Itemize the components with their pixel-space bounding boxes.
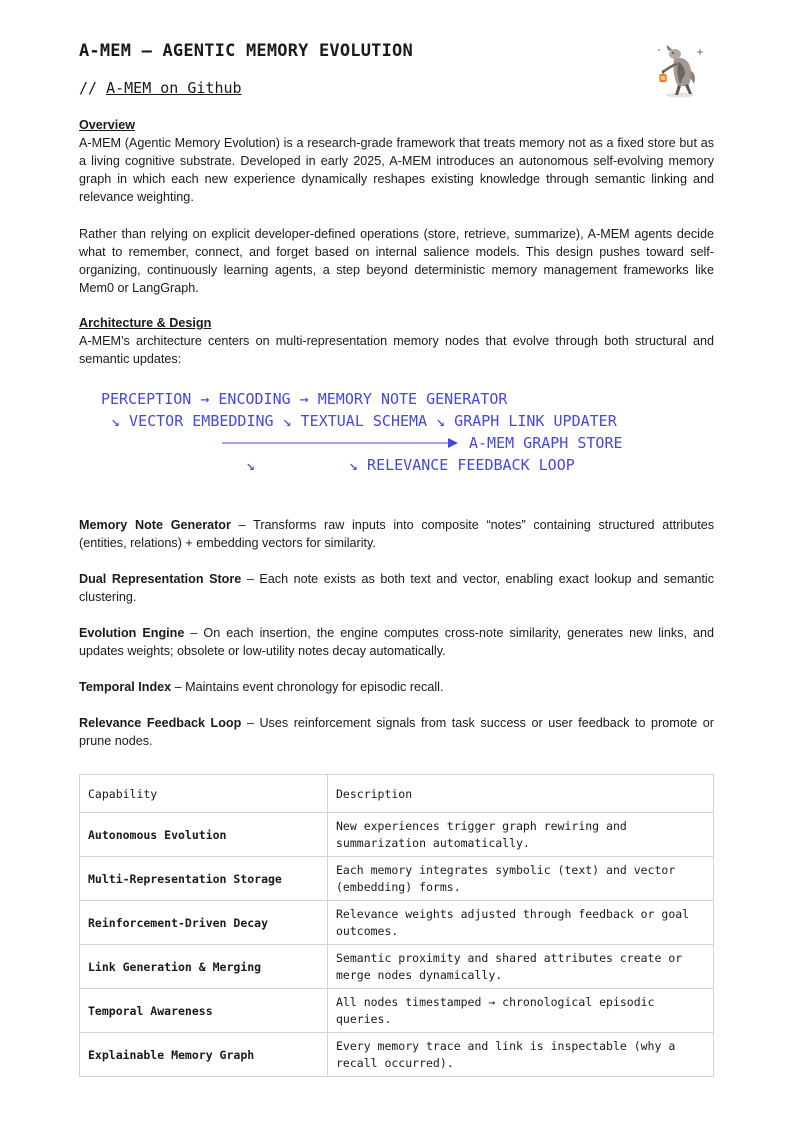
component-memory-note-generator — [79, 516, 714, 552]
component-dual-representation-store — [79, 570, 714, 606]
table-row — [80, 989, 714, 1033]
architecture-heading: Architecture & Design — [79, 316, 212, 330]
component-text: – Transforms raw inputs into composite “notes” containing structured attributes (entities, relations) + embedding vectors for similarity. — [79, 518, 714, 550]
architecture-paragraph: A-MEM’s architecture centers on multi-representation memory nodes that evolve through both structural and semantic updates: — [79, 334, 714, 366]
capabilities-table — [79, 774, 714, 1077]
capability-cell: Temporal Awareness — [80, 989, 328, 1033]
diagram-graph-store: A-MEM GRAPH STORE — [469, 434, 623, 452]
capability-cell: Reinforcement-Driven Decay — [80, 901, 328, 945]
description-cell: All nodes timestamped → chronological episodic queries. — [328, 989, 714, 1033]
component-evolution-engine — [79, 624, 714, 660]
description-cell: New experiences trigger graph rewiring and summarization automatically. — [328, 813, 714, 857]
diagram-line-4: ↘ RELEVANCE FEEDBACK LOOP — [349, 456, 575, 474]
table-row — [80, 1033, 714, 1077]
page-title: A-MEM — AGENTIC MEMORY EVOLUTION — [79, 41, 413, 61]
architecture-section — [79, 314, 714, 368]
description-cell: Relevance weights adjusted through feedback or goal outcomes. — [328, 901, 714, 945]
table-header-row — [80, 775, 714, 813]
header-description: Description — [328, 775, 714, 813]
component-temporal-index — [79, 678, 714, 696]
capability-cell: Link Generation & Merging — [80, 945, 328, 989]
capability-cell: Multi-Representation Storage — [80, 857, 328, 901]
component-text: – Uses reinforcement signals from task success or user feedback to promote or prune nodes. — [79, 716, 714, 748]
component-name: Memory Note Generator — [79, 518, 231, 532]
diagram-long-arrow — [222, 436, 462, 450]
description-cell: Every memory trace and link is inspectable (why a recall occurred). — [328, 1033, 714, 1077]
component-name: Temporal Index — [79, 680, 172, 694]
table-row — [80, 945, 714, 989]
header-capability: Capability — [80, 775, 328, 813]
subtitle-prefix: // — [79, 79, 98, 97]
component-text: – On each insertion, the engine computes cross-note similarity, generates new links, and updates weights; obsolete or low-utility notes decay automatically. — [79, 626, 714, 658]
diagram-line-1: PERCEPTION → ENCODING → MEMORY NOTE GENERATOR — [101, 390, 508, 408]
table-row — [80, 857, 714, 901]
overview-paragraph-2: Rather than relying on explicit developer-defined operations (store, retrieve, summarize), A-MEM agents decide what to remember, connect, and forget based on internal salience models. This design pushes toward self-organizing, continuously learning agents, a step beyond deterministic memory management frameworks like Mem0 or LangGraph. — [79, 227, 714, 295]
diagram-line-2: ↘ VECTOR EMBEDDING ↘ TEXTUAL SCHEMA ↘ GRAPH LINK UPDATER — [111, 412, 617, 430]
description-cell: Semantic proximity and shared attributes create or merge nodes dynamically. — [328, 945, 714, 989]
component-text: – Each note exists as both text and vector, enabling exact lookup and semantic clustering. — [79, 572, 714, 604]
overview-heading: Overview — [79, 118, 136, 132]
description-cell: Each memory integrates symbolic (text) and vector (embedding) forms. — [328, 857, 714, 901]
capability-cell: Autonomous Evolution — [80, 813, 328, 857]
component-name: Relevance Feedback Loop — [79, 716, 242, 730]
capability-cell: Explainable Memory Graph — [80, 1033, 328, 1077]
table-row — [80, 901, 714, 945]
component-name: Dual Representation Store — [79, 572, 242, 586]
component-relevance-feedback-loop — [79, 714, 714, 750]
hiker-lantern-icon — [650, 40, 706, 100]
subtitle — [79, 79, 242, 97]
overview-section — [79, 116, 714, 206]
component-name: Evolution Engine — [79, 626, 185, 640]
github-link[interactable]: A-MEM on Github — [106, 79, 242, 97]
diagram-arrow-start: ↘ — [246, 456, 256, 474]
table-row — [80, 813, 714, 857]
component-text: – Maintains event chronology for episodic recall. — [171, 680, 444, 694]
overview-paragraph-1: A-MEM (Agentic Memory Evolution) is a research-grade framework that treats memory not as a fixed store but as a living cognitive substrate. Developed in early 2025, A-MEM introduces an autonomous self-evolving memory graph in which each new experience dynamically reshapes existing knowledge through semantic linking and relevance weighting. — [79, 136, 714, 204]
